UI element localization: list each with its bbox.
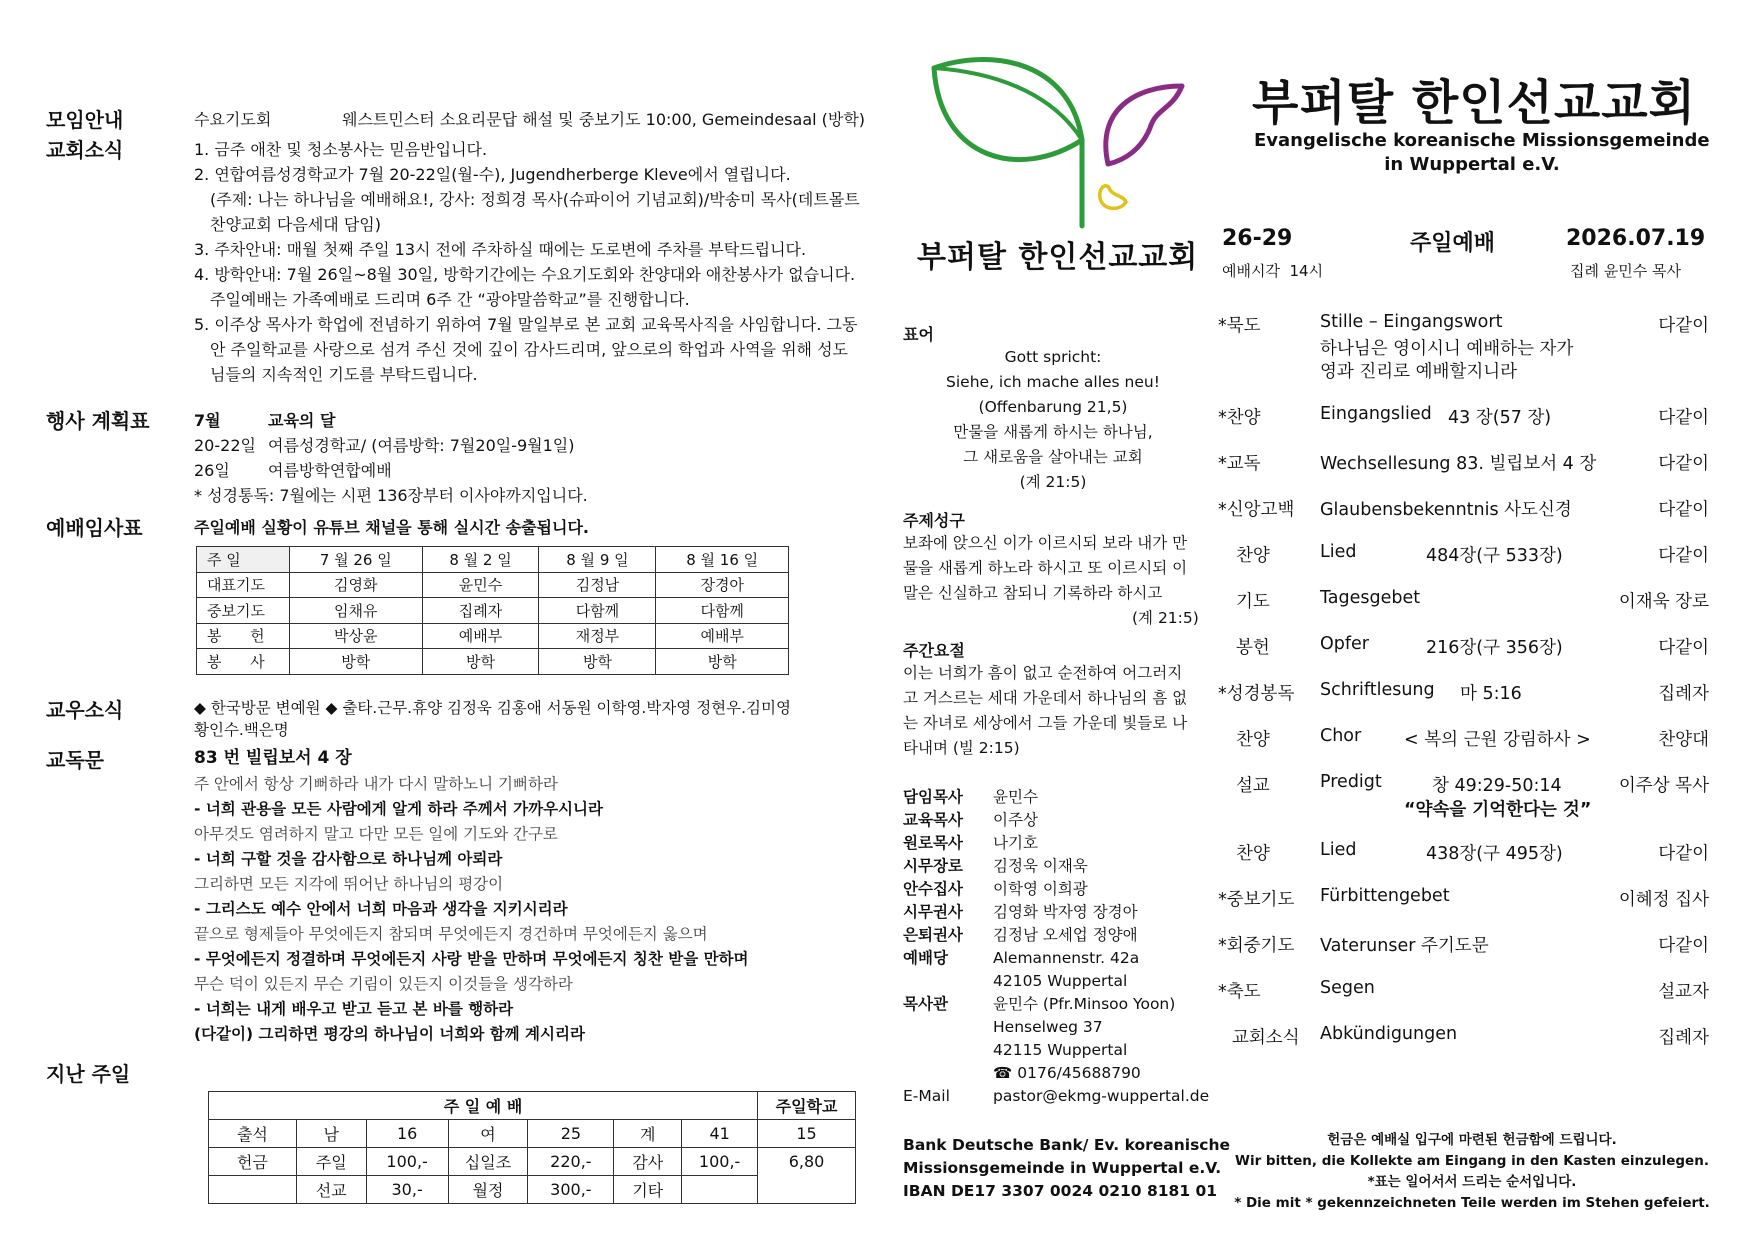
news-line: 님들의 지속적인 기도를 부탁드립니다.: [210, 365, 478, 384]
events-label: 행사 계획표: [46, 409, 150, 433]
last-sunday-label: 지난 주일: [46, 1062, 131, 1086]
order-item: Schriftlesung: [1320, 680, 1435, 700]
table-cell: 감사: [614, 1148, 682, 1176]
meeting-label: 모임안내: [46, 108, 124, 132]
list-item: [903, 901, 1209, 924]
table-cell: 25: [528, 1120, 614, 1148]
table-cell: 십일조: [448, 1148, 528, 1176]
table-cell: 임채유: [290, 598, 423, 624]
reading-line: (다같이) 그리하면 평강의 하나님이 너희와 함께 계시리라: [194, 1025, 585, 1043]
weekly-lines: [903, 661, 1187, 761]
order-item: Lied: [1320, 542, 1357, 562]
news-line: 주일예배는 가족예배로 드리며 6주 간 “광야말씀학교”를 진행합니다.: [210, 290, 690, 309]
staff-name: 나기호: [993, 834, 1038, 852]
table-cell: [209, 1176, 297, 1204]
motto-lines: [903, 345, 1203, 495]
table-cell: 봉 사: [197, 649, 290, 675]
table-cell: 방학: [539, 649, 656, 675]
manse-address-line: 42115 Wuppertal: [993, 1041, 1128, 1059]
reading-line: - 그리스도 예수 안에서 너희 마음과 생각을 지키시리라: [194, 900, 568, 918]
list-item: [903, 970, 1209, 993]
table-cell: 헌금: [209, 1148, 297, 1176]
schedule-label: 예배임사표: [46, 516, 143, 540]
table-row: [197, 572, 789, 598]
weekly-line: 는 자녀로 세상에서 그들 가운데 빛들로 나: [903, 714, 1188, 732]
order-who: 다같이: [1658, 638, 1709, 658]
order-item: Lied: [1320, 840, 1357, 860]
order-who: 다같이: [1658, 500, 1709, 520]
order-item: Predigt: [1320, 772, 1382, 792]
table-cell: 8 월 16 일: [656, 547, 789, 573]
theme-ref: (계 21:5): [1132, 609, 1199, 627]
table-cell: 16: [366, 1120, 448, 1148]
staff-role: 목사관: [903, 995, 948, 1013]
table-row: [209, 1092, 856, 1120]
list-item: [903, 1039, 1209, 1062]
order-extra: 484장(구 533장): [1426, 546, 1563, 566]
news-line: 2. 연합여름성경학교가 7월 20-22일(월-수), Jugendherberge Kleve에서 열립니다.: [194, 165, 791, 184]
email-link[interactable]: pastor@ekmg-wuppertal.de: [993, 1087, 1210, 1105]
reading-line: 끝으로 형제들아 무엇에든지 참되며 무엇에든지 경건하며 무엇에든지 옳으며: [194, 925, 708, 943]
order-extra: 216장(구 356장): [1426, 638, 1563, 658]
reading-line: 무슨 덕이 있든지 무슨 기림이 있든지 이것들을 생각하라: [194, 975, 573, 993]
order-who: 집례자: [1658, 1028, 1709, 1048]
table-cell: 월정: [448, 1176, 528, 1204]
table-row: [197, 623, 789, 649]
weekly-line: 이는 너희가 흠이 없고 순전하여 어그러지: [903, 664, 1183, 682]
order-key: 찬양: [1236, 844, 1270, 864]
notice-line: *표는 일어서서 드리는 순서입니다.: [1367, 1174, 1577, 1190]
table-cell: 15: [758, 1120, 856, 1148]
members-line: 황인수.백은명: [194, 721, 289, 739]
table-cell: 중보기도: [197, 598, 290, 624]
staff-role: 시무권사: [903, 903, 963, 921]
staff-role: 은퇴권사: [903, 926, 963, 944]
news-line: 찬양교회 다음세대 담임): [210, 215, 381, 234]
order-item: Abkündigungen: [1320, 1024, 1458, 1044]
table-cell: 7 월 26 일: [290, 547, 423, 573]
order-extra: 438장(구 495장): [1426, 844, 1563, 864]
order-item: Wechsellesung 83. 빌립보서 4 장: [1320, 454, 1597, 474]
order-key: 찬양: [1236, 546, 1270, 566]
order-extra: 창 49:29-50:14: [1432, 776, 1562, 796]
news-line: 1. 금주 애찬 및 청소봉사는 믿음반입니다.: [194, 140, 488, 159]
week-number: 26-29: [1222, 226, 1293, 251]
table-cell: 장경아: [656, 572, 789, 598]
order-who: 다같이: [1658, 546, 1709, 566]
motto-label: 표어: [903, 325, 934, 344]
list-item: [903, 786, 1209, 809]
order-extra: 마 5:16: [1460, 684, 1522, 704]
order-who: 다같이: [1658, 936, 1709, 956]
table-row: [209, 1120, 856, 1148]
notice-line: 헌금은 예배실 입구에 마련된 헌금함에 드립니다.: [1327, 1132, 1617, 1148]
notice-line: * Die mit * gekennzeichneten Teile werden im Stehen gefeiert.: [1234, 1195, 1710, 1211]
table-cell: 선교: [296, 1176, 366, 1204]
table-cell: 300,-: [528, 1176, 614, 1204]
logo-text: 부퍼탈 한인선교교회: [917, 240, 1199, 275]
order-key: *묵도: [1218, 316, 1261, 336]
sermon-title: “약속을 기억한다는 것”: [1404, 800, 1592, 820]
table-cell: 예배부: [656, 623, 789, 649]
events-month-title: 교육의 달: [268, 411, 336, 430]
order-item: Opfer: [1320, 634, 1370, 654]
news-line: 안 주일학교를 사랑으로 섬겨 주신 것에 깊이 감사드리며, 앞으로의 학업과 사역을 위해 성도: [210, 340, 848, 359]
table-cell: 대표기도: [197, 572, 290, 598]
order-who: 이주상 목사: [1618, 776, 1709, 796]
table-cell: 주 일: [197, 547, 290, 573]
table-cell: 100,-: [366, 1148, 448, 1176]
table-cell: 기타: [614, 1176, 682, 1204]
table-cell: 김정남: [539, 572, 656, 598]
staff-name: 김정남 오세업 정양애: [993, 926, 1138, 944]
service-title: 주일예배: [1410, 231, 1496, 256]
motto-line: Gott spricht:: [1004, 348, 1102, 366]
table-cell: 여: [448, 1120, 528, 1148]
staff-role: 시무장로: [903, 857, 963, 875]
order-key: 기도: [1236, 592, 1270, 612]
table-cell: 집례자: [422, 598, 539, 624]
table-cell: 박상윤: [290, 623, 423, 649]
reading-title: 83 번 빌립보서 4 장: [194, 748, 352, 768]
order-who: 다같이: [1658, 844, 1709, 864]
staff-role: 담임목사: [903, 788, 963, 806]
staff-role: 원로목사: [903, 834, 963, 852]
manse-address-line: 윤민수 (Pfr.Minsoo Yoon): [993, 995, 1176, 1013]
table-cell: 주 일 예 배: [209, 1092, 758, 1120]
order-who: 다같이: [1658, 408, 1709, 428]
reading-line: - 너희 구할 것을 감사함으로 하나님께 아뢰라: [194, 850, 503, 868]
event-date: 20-22일: [194, 436, 256, 455]
motto-line: (계 21:5): [1019, 473, 1087, 491]
motto-line: 그 새로움을 살아내는 교회: [963, 448, 1143, 466]
news-line: 4. 방학안내: 7월 26일~8월 30일, 방학기간에는 수요기도회와 찬양대와 애찬봉사가 없습니다.: [194, 265, 856, 284]
table-cell: 다함께: [539, 598, 656, 624]
order-extra: 43 장(57 장): [1448, 408, 1552, 428]
staff-role: 교육목사: [903, 811, 963, 829]
staff-name: 김정욱 이재욱: [993, 857, 1088, 875]
weekly-line: 타내며 (빌 2:15): [903, 739, 1020, 757]
order-key: 봉헌: [1236, 638, 1270, 658]
reading-line: - 무엇에든지 정결하며 무엇에든지 사랑 받을 만하며 무엇에든지 칭찬 받을 만하며: [194, 950, 749, 968]
order-item: Eingangslied: [1320, 404, 1432, 424]
church-logo: [920, 50, 1190, 240]
order-item: Segen: [1320, 978, 1375, 998]
reading-line: 그리하면 모든 지각에 뛰어난 하나님의 평강이: [194, 875, 504, 893]
order-item: Stille – Eingangswort: [1320, 312, 1503, 332]
order-key: 설교: [1236, 776, 1270, 796]
order-item: Chor: [1320, 726, 1362, 746]
order-item: Vaterunser 주기도문: [1320, 936, 1489, 956]
staff-list: [903, 786, 1209, 1108]
table-cell: 방학: [656, 649, 789, 675]
order-key: 찬양: [1236, 730, 1270, 750]
table-row: [197, 547, 789, 573]
list-item: [903, 878, 1209, 901]
church-address-line: 42105 Wuppertal: [993, 972, 1128, 990]
reading-line: 아무것도 염려하지 말고 다만 모든 일에 기도와 간구로: [194, 825, 558, 843]
logo-yellow-seed: [1100, 186, 1126, 209]
list-item: [903, 809, 1209, 832]
theme-lines: [903, 531, 1187, 606]
offering-notice: [1222, 1130, 1722, 1214]
news-line: 5. 이주상 목사가 학업에 전념하기 위하여 7월 말일부로 본 교회 교육목사직을 사임합니다. 그동: [194, 315, 858, 334]
reading-lines: [194, 772, 749, 1047]
list-item: [903, 993, 1209, 1016]
list-item: [903, 855, 1209, 878]
list-item: [903, 1085, 1209, 1108]
table-cell: [682, 1176, 758, 1204]
table-cell: 방학: [290, 649, 423, 675]
order-who: 찬양대: [1658, 730, 1709, 750]
order-extra: < 복의 근원 강림하사 >: [1404, 730, 1591, 750]
list-item: [903, 924, 1209, 947]
table-cell: 예배부: [422, 623, 539, 649]
reading-line: - 너희 관용을 모든 사람에게 알게 하라 주께서 가까우시니라: [194, 800, 603, 818]
table-cell: 8 월 2 일: [422, 547, 539, 573]
theme-label: 주제성구: [903, 511, 965, 530]
manse-address-line: Henselweg 37: [993, 1018, 1103, 1036]
church-title: 부퍼탈 한인선교교회: [1252, 75, 1697, 131]
table-cell: 남: [296, 1120, 366, 1148]
bank-info: [903, 1134, 1230, 1203]
event-text: 여름방학연합예배: [268, 461, 392, 480]
theme-line: 말은 신실하고 참되니 기록하라 하시고: [903, 584, 1163, 602]
order-key: *중보기도: [1218, 890, 1295, 910]
meeting-text: 웨스트민스터 소요리문답 해설 및 중보기도 10:00, Gemeindesaal (방학): [342, 110, 866, 129]
table-row: [209, 1148, 856, 1176]
table-cell: 30,-: [366, 1176, 448, 1204]
service-date: 2026.07.19: [1566, 226, 1706, 251]
list-item: [903, 947, 1209, 970]
order-item-sub: 하나님은 영이시니 예배하는 자가: [1320, 339, 1574, 359]
service-presider: 집례 윤민수 목사: [1570, 262, 1681, 280]
table-cell: 100,-: [682, 1148, 758, 1176]
members-label: 교우소식: [46, 698, 124, 722]
last-sunday-table: [208, 1091, 856, 1204]
table-cell: 220,-: [528, 1148, 614, 1176]
list-item: [903, 1016, 1209, 1039]
weekly-label: 주간요절: [903, 641, 965, 660]
order-key: *신앙고백: [1218, 500, 1295, 520]
phone-number: ☎ 0176/45688790: [993, 1064, 1141, 1082]
staff-name: 윤민수: [993, 788, 1038, 806]
bank-line: Bank Deutsche Bank/ Ev. koreanische: [903, 1136, 1231, 1154]
schedule-notice: 주일예배 실황이 유튜브 채널을 통해 실시간 송출됩니다.: [194, 518, 589, 537]
email-label: E-Mail: [903, 1087, 950, 1105]
event-date: 26일: [194, 461, 230, 480]
reading-label: 교독문: [46, 748, 104, 772]
staff-name: 김영화 박자영 장경아: [993, 903, 1138, 921]
staff-role: 안수집사: [903, 880, 963, 898]
weekly-line: 고 거스르는 세대 가운데서 하나님의 흠 없: [903, 689, 1188, 707]
order-key: *회중기도: [1218, 936, 1295, 956]
events-month: 7월: [194, 411, 221, 430]
list-item: [903, 832, 1209, 855]
order-key: *성경봉독: [1218, 684, 1295, 704]
table-cell: 윤민수: [422, 572, 539, 598]
schedule-table: [196, 546, 789, 675]
reading-line: - 너희는 내게 배우고 받고 듣고 본 바를 행하라: [194, 1000, 514, 1018]
table-row: [197, 598, 789, 624]
table-cell: 출석: [209, 1120, 297, 1148]
order-key: 교회소식: [1232, 1028, 1300, 1048]
bank-line: IBAN DE17 3307 0024 0210 8181 01: [903, 1182, 1218, 1200]
order-item: Glaubensbekenntnis 사도신경: [1320, 500, 1572, 520]
logo-purple-leaf: [1106, 86, 1182, 164]
service-time: 예배시각 14시: [1222, 262, 1324, 280]
order-key: *찬양: [1218, 408, 1261, 428]
table-cell: 방학: [422, 649, 539, 675]
theme-line: 보좌에 앉으신 이가 이르시되 보라 내가 만: [903, 534, 1188, 552]
order-who: 다같이: [1658, 316, 1709, 336]
church-subtitle: in Wuppertal e.V.: [1384, 154, 1560, 175]
news-line: 3. 주차안내: 매월 첫째 주일 13시 전에 주차하실 때에는 도로변에 주차를 부탁드립니다.: [194, 240, 807, 259]
order-key: *교독: [1218, 454, 1261, 474]
church-subtitle: Evangelische koreanische Missionsgemeinde: [1254, 130, 1710, 151]
event-text: 여름성경학교/ (여름방학: 7월20일-9월1일): [268, 436, 575, 455]
list-item: [903, 1062, 1209, 1085]
table-cell: 계: [614, 1120, 682, 1148]
order-item: Fürbittengebet: [1320, 886, 1450, 906]
motto-line: (Offenbarung 21,5): [978, 398, 1128, 416]
motto-line: Siehe, ich mache alles neu!: [946, 373, 1160, 391]
order-item-sub: 영과 진리로 예배할지니라: [1320, 362, 1518, 382]
order-item: Tagesgebet: [1320, 588, 1421, 608]
table-cell: 주일: [296, 1148, 366, 1176]
table-cell: 다함께: [656, 598, 789, 624]
table-cell: 주일학교: [758, 1092, 856, 1120]
meeting-name: 수요기도회: [194, 110, 272, 129]
order-who: 설교자: [1658, 982, 1709, 1002]
table-cell: 6,80: [758, 1148, 856, 1204]
order-who: 이재욱 장로: [1618, 592, 1709, 612]
table-cell: 재정부: [539, 623, 656, 649]
order-who: 집례자: [1658, 684, 1709, 704]
bank-line: Missionsgemeinde in Wuppertal e.V.: [903, 1159, 1222, 1177]
order-who: 이혜정 집사: [1618, 890, 1709, 910]
members-line: ◆ 한국방문 변예원 ◆ 출타.근무.휴양 김정욱 김홍애 서동원 이학영.박자영 정현우.김미영: [194, 699, 791, 717]
news-line: (주제: 나는 하나님을 예배해요!, 강사: 정희경 목사(슈파이어 기념교회)/박송미 목사(데트몰트: [210, 190, 860, 209]
order-who: 다같이: [1658, 454, 1709, 474]
order-key: *축도: [1218, 982, 1261, 1002]
table-row: [197, 649, 789, 675]
table-cell: 41: [682, 1120, 758, 1148]
table-cell: 봉 헌: [197, 623, 290, 649]
table-cell: 김영화: [290, 572, 423, 598]
news-label: 교회소식: [46, 138, 124, 162]
staff-role: 예배당: [903, 949, 948, 967]
staff-name: 이학영 이희광: [993, 880, 1088, 898]
theme-line: 물을 새롭게 하노라 하시고 또 이르시되 이: [903, 559, 1188, 577]
news-list: [194, 137, 860, 387]
events-note: * 성경통독: 7월에는 시편 136장부터 이사야까지입니다.: [194, 486, 588, 505]
motto-line: 만물을 새롭게 하시는 하나님,: [953, 423, 1153, 441]
church-address-line: Alemannenstr. 42a: [993, 949, 1140, 967]
notice-line: Wir bitten, die Kollekte am Eingang in den Kasten einzulegen.: [1235, 1153, 1709, 1169]
table-cell: 8 월 9 일: [539, 547, 656, 573]
staff-name: 이주상: [993, 811, 1038, 829]
reading-line: 주 안에서 항상 기뻐하라 내가 다시 말하노니 기뻐하라: [194, 775, 558, 793]
